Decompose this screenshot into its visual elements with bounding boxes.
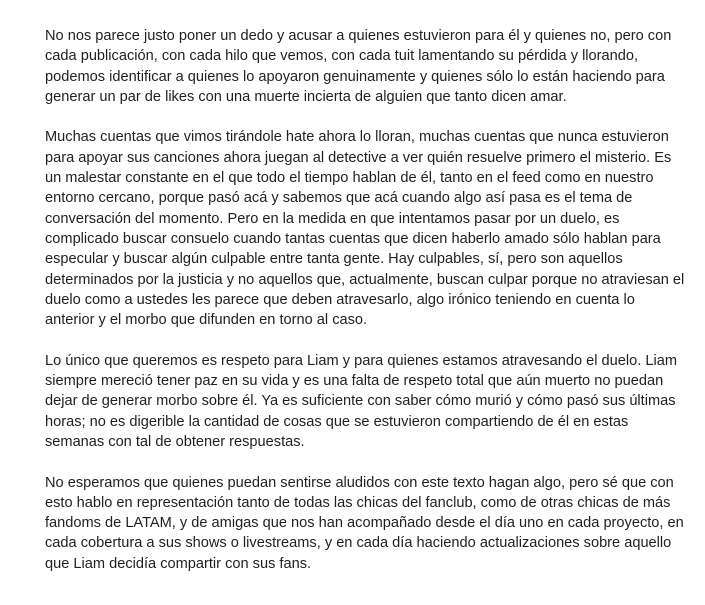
paragraph-2: Muchas cuentas que vimos tirándole hate ahora lo lloran, muchas cuentas que nunca estuvieron para apoyar sus canciones ahora juegan al detective a ver quién resuelve primero el misterio. Es un malestar constante en el que todo el tiempo hablan de él, tanto en el feed como en nuestro entorno cercano, porque pasó acá y sabemos que acá cuando algo así pasa es el tema de conversación del momento. Pero en la medida en que intentamos pasar por un duelo, es complicado buscar consuelo cuando tantas cuentas que dicen haberlo amado sólo hablan para especular y buscar algún culpable entre tanta gente. Hay culpables, sí, pero son aquellos determinados por la justicia y no aquellos que, actualmente, buscan culpar porque no atraviesan el duelo como a ustedes les parece que deben atravesarlo, algo irónico teniendo en cuenta lo anterior y el morbo que difunden en torno al caso.: [45, 129, 685, 329]
paragraph-3: Lo único que queremos es respeto para Liam y para quienes estamos atravesando el duelo. Liam siempre mereció tener paz en su vida y es una falta de respeto total que aún muerto no puedan dejar de generar morbo sobre él. Ya es suficiente con saber cómo murió y cómo pasó sus últimas horas; no es digerible la cantidad de cosas que se estuvieron compartiendo de él en estas semanas con tal de obtener respuestas.: [45, 352, 677, 450]
document-body: [45, 26, 685, 574]
paragraph-4: No esperamos que quienes puedan sentirse aludidos con este texto hagan algo, pero sé que con esto hablo en representación tanto de todas las chicas del fanclub, como de otras chicas de más fandoms de LATAM, y de amigas que nos han acompañado desde el día uno en cada proyecto, en cada cobertura a sus shows o livestreams, y en cada día haciendo actualizaciones sobre aquello que Liam decidía compartir con sus fans.: [45, 474, 684, 572]
paragraph-1: No nos parece justo poner un dedo y acusar a quienes estuvieron para él y quienes no, pero con cada publicación, con cada hilo que vemos, con cada tuit lamentando su pérdida y llorando, podemos identificar a quienes lo apoyaron genuinamente y quienes sólo lo están haciendo para generar un par de likes con una muerte incierta de alguien que tanto dicen amar.: [45, 28, 672, 105]
